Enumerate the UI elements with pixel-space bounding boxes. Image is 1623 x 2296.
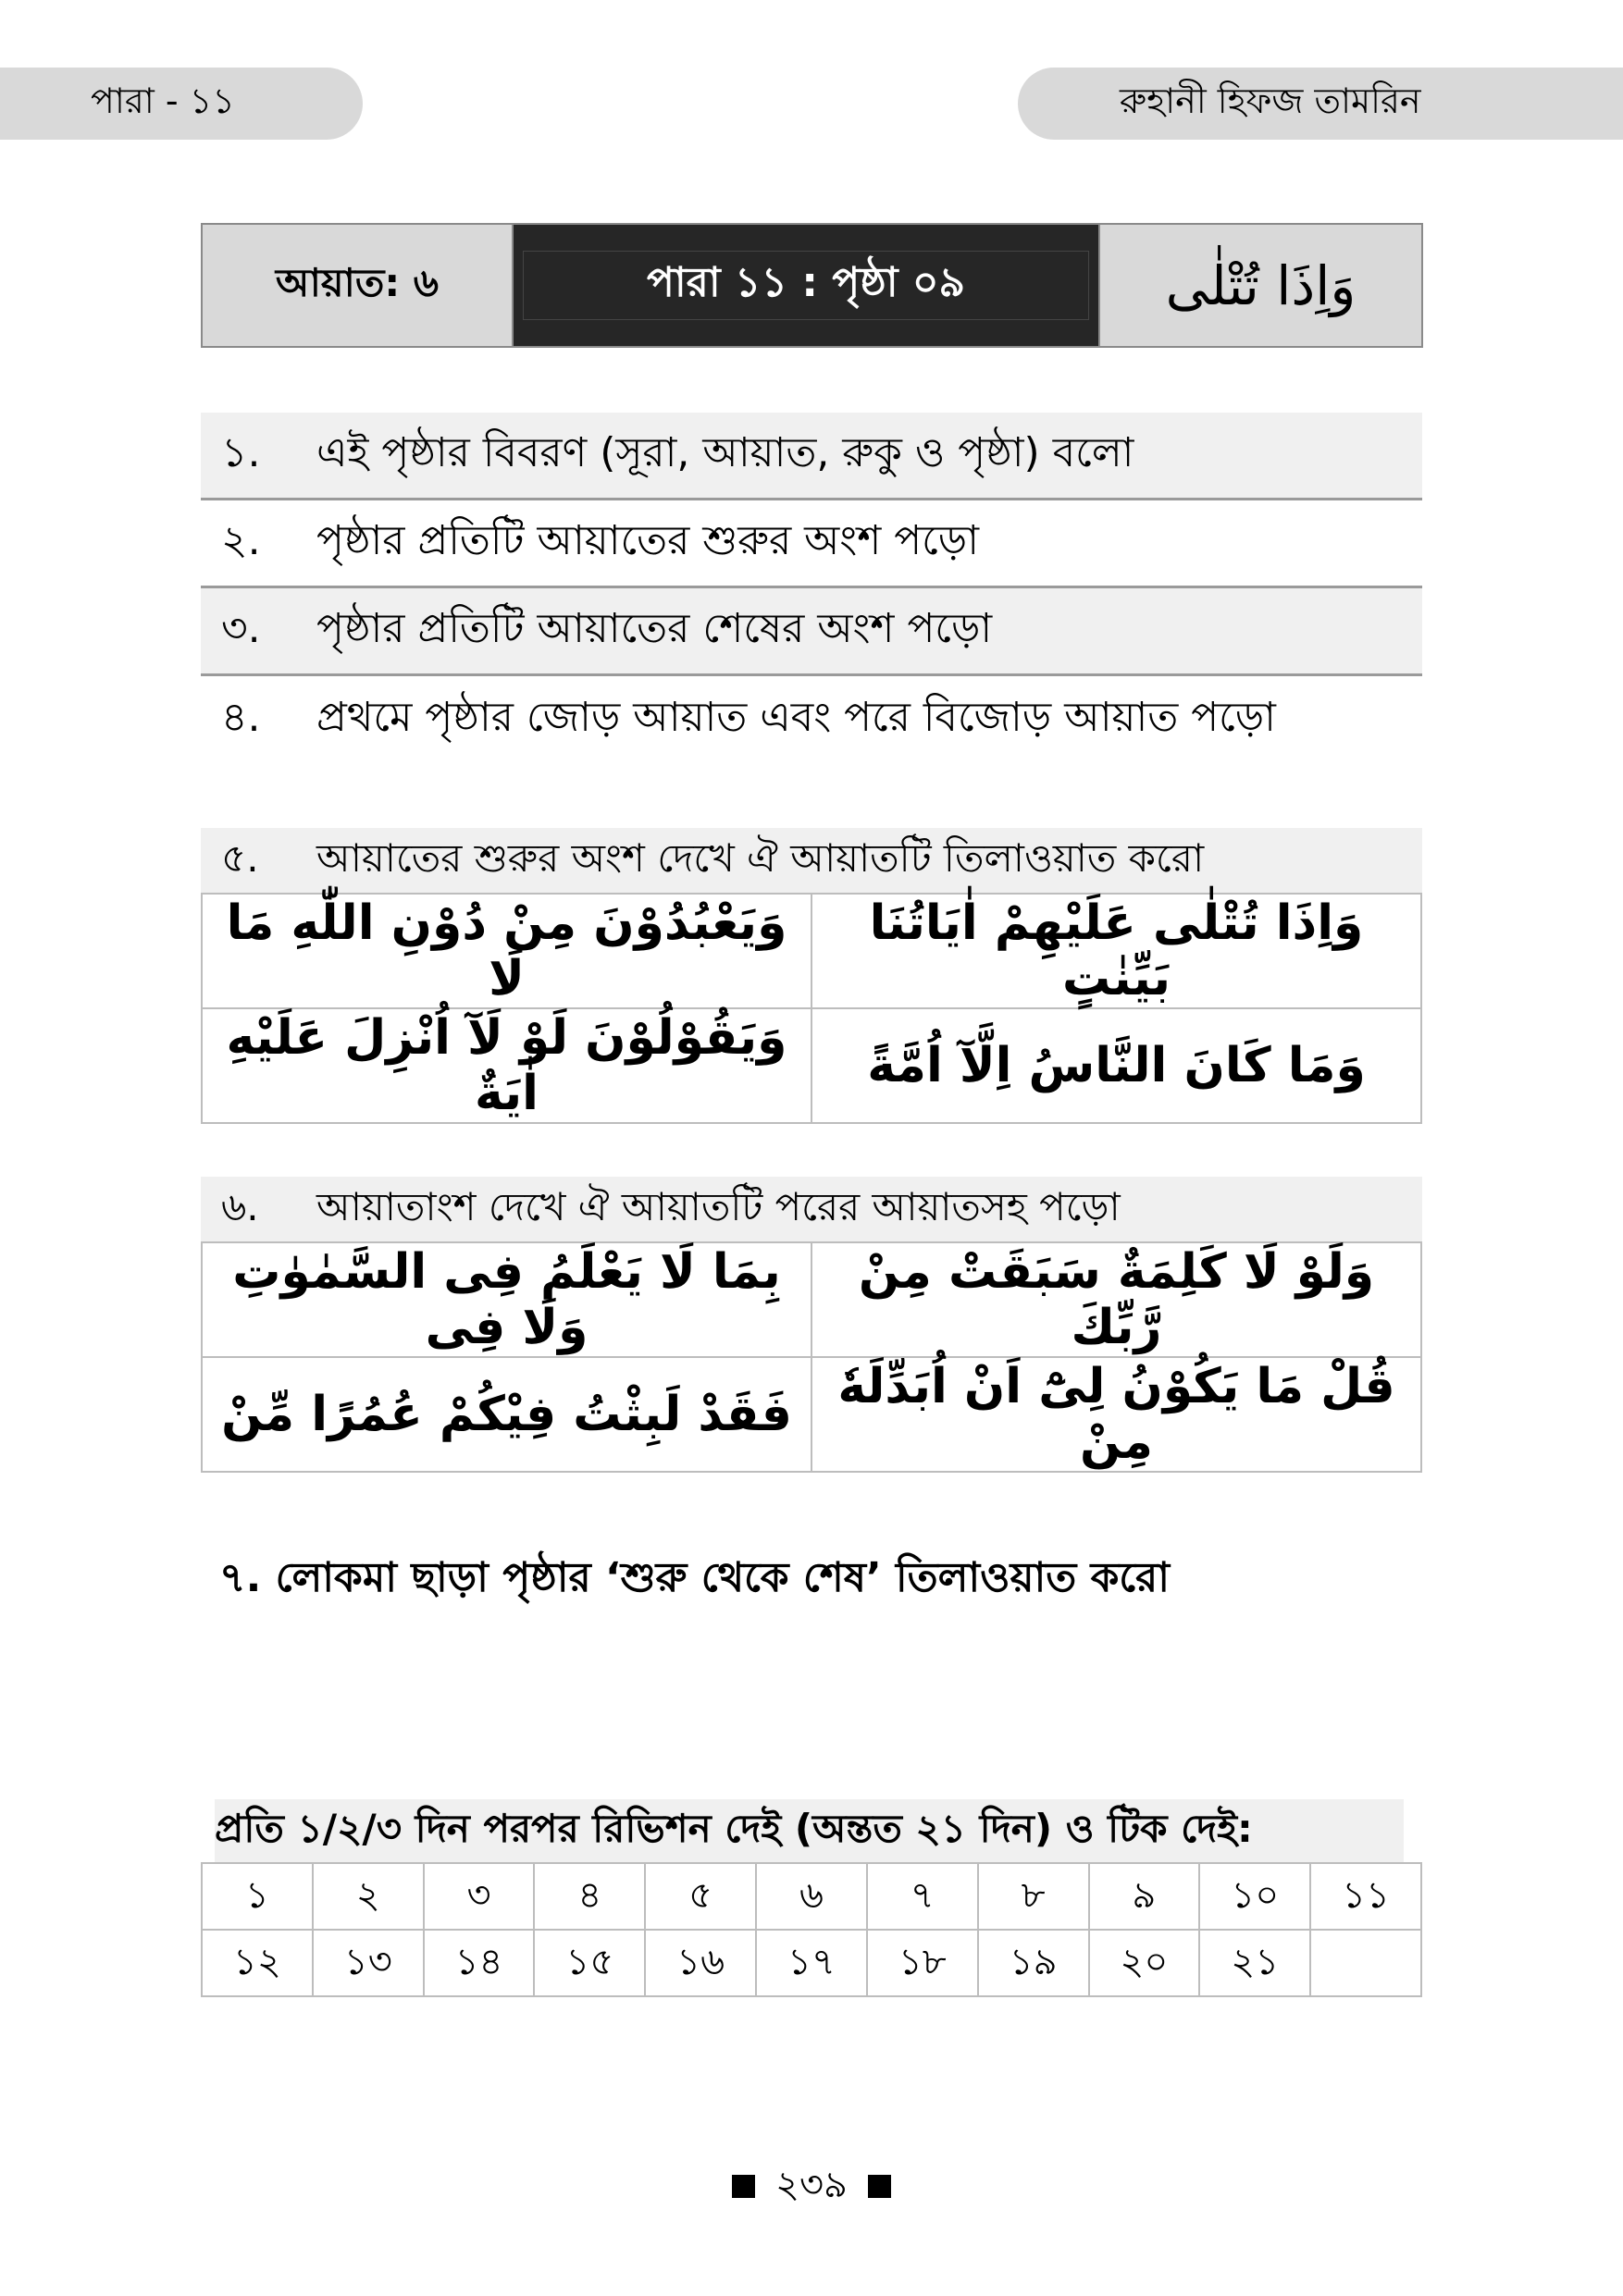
square-bullet-icon	[868, 2175, 891, 2198]
ayah-cell: وَمَا كَانَ النَّاسُ اِلَّآ اُمَّةً	[812, 1008, 1421, 1123]
table-row	[202, 894, 1421, 1008]
table-row	[202, 1863, 1421, 1930]
ayah-cell: وَاِذَا تُتْلٰى عَلَيْهِمْ اٰيَاتُنَا بَيِّنٰتٍ	[812, 894, 1421, 1008]
table-row	[202, 1930, 1421, 1996]
table-row	[202, 1357, 1421, 1472]
table-row	[202, 1008, 1421, 1123]
ayah-cell: قُلْ مَا يَكُوْنُ لِىْٓ اَنْ اُبَدِّلَهٗ مِنْ	[812, 1357, 1421, 1472]
revision-day-cell[interactable]: ১৭	[756, 1930, 867, 1996]
instruction-text: এই পৃষ্ঠার বিবরণ (সূরা, আয়াত, রুকু ও পৃষ্ঠা) বলো	[316, 428, 1134, 476]
section-title: আয়াতের শুরুর অংশ দেখে ঐ আয়াতটি তিলাওয়াত করো	[316, 834, 1205, 881]
instruction-item	[201, 588, 1422, 676]
instruction-text: পৃষ্ঠার প্রতিটি আয়াতের শুরুর অংশ পড়ো	[316, 516, 979, 564]
square-bullet-icon	[732, 2175, 755, 2198]
revision-day-cell[interactable]: ১	[202, 1863, 313, 1930]
revision-day-cell[interactable]	[1310, 1930, 1421, 1996]
revision-tracker	[201, 1799, 1422, 1997]
instruction-text: প্রথমে পৃষ্ঠার জোড় আয়াত এবং পরে বিজোড় আয়াত পড়ো	[316, 694, 1276, 741]
instruction-number: ১.	[221, 428, 261, 476]
revision-day-cell[interactable]: ৪	[534, 1863, 645, 1930]
section-title: আয়াতাংশ দেখে ঐ আয়াতটি পরের আয়াতসহ পড়ো	[316, 1183, 1121, 1229]
para-page-label: পারা ১১ : পৃষ্ঠা ০৯	[514, 225, 1100, 346]
revision-day-cell[interactable]: ১৫	[534, 1930, 645, 1996]
revision-day-cell[interactable]: ১১	[1310, 1863, 1421, 1930]
ayah-cell: وَيَقُوْلُوْنَ لَوْ لَآ اُنْزِلَ عَلَيْهِ اٰيَةٌ	[202, 1008, 812, 1123]
ayah-cell: وَلَوْ لَا كَلِمَةٌ سَبَقَتْ مِنْ رَّبِّكَ	[812, 1242, 1421, 1357]
ayah-cell: فَقَدْ لَبِثْتُ فِيْكُمْ عُمُرًا مِّنْ	[202, 1357, 812, 1472]
header-book-text: রুহানী হিফজ তামরিন	[1120, 80, 1421, 121]
header-para-text: পারা - ১১	[91, 80, 235, 121]
section-5-heading	[201, 828, 1422, 893]
revision-day-cell[interactable]: ৫	[645, 1863, 756, 1930]
page-number: ২৩৯	[775, 2164, 848, 2206]
table-row	[202, 1242, 1421, 1357]
revision-day-cell[interactable]: ১৬	[645, 1930, 756, 1996]
instruction-item	[201, 676, 1422, 764]
revision-day-cell[interactable]: ২	[313, 1863, 424, 1930]
section-5-ayah-table	[201, 893, 1422, 1124]
ayah-cell: بِمَا لَا يَعْلَمُ فِى السَّمٰوٰتِ وَلَا فِى	[202, 1242, 812, 1357]
header-para-label	[0, 68, 363, 140]
revision-day-cell[interactable]: ১৩	[313, 1930, 424, 1996]
title-bar	[201, 223, 1423, 348]
instruction-number: ২.	[221, 516, 261, 564]
section-number: ৫.	[221, 834, 259, 881]
revision-day-cell[interactable]: ১৮	[867, 1930, 978, 1996]
revision-day-cell[interactable]: ১০	[1199, 1863, 1310, 1930]
section-5	[201, 828, 1422, 1124]
page-footer	[0, 2155, 1623, 2217]
revision-title: প্রতি ১/২/৩ দিন পরপর রিভিশন দেই (অন্তত ২১ দিন) ও টিক দেই:	[215, 1799, 1404, 1862]
revision-day-cell[interactable]: ২০	[1089, 1930, 1200, 1996]
instruction-list	[201, 413, 1422, 764]
ayah-cell: وَيَعْبُدُوْنَ مِنْ دُوْنِ اللّٰهِ مَا لَا	[202, 894, 812, 1008]
instruction-number: ৩.	[221, 604, 261, 652]
arabic-title: وَاِذَا تُتْلٰى	[1100, 225, 1421, 346]
revision-day-cell[interactable]: ৮	[978, 1863, 1089, 1930]
revision-day-cell[interactable]: ২১	[1199, 1930, 1310, 1996]
instruction-item	[201, 500, 1422, 588]
section-number: ৬.	[221, 1183, 259, 1229]
revision-day-cell[interactable]: ৬	[756, 1863, 867, 1930]
revision-day-cell[interactable]: ৯	[1089, 1863, 1200, 1930]
section-6	[201, 1177, 1422, 1473]
revision-day-cell[interactable]: ৩	[424, 1863, 535, 1930]
ayat-count: আয়াত: ৬	[203, 225, 514, 346]
revision-day-cell[interactable]: ৭	[867, 1863, 978, 1930]
instruction-item	[201, 413, 1422, 500]
section-6-heading	[201, 1177, 1422, 1241]
step-7-instruction: ৭. লোকমা ছাড়া পৃষ্ঠার ‘শুরু থেকে শেষ’ তিলাওয়াত করো	[219, 1554, 1171, 1601]
revision-checklist-table	[201, 1862, 1422, 1997]
revision-day-cell[interactable]: ১৪	[424, 1930, 535, 1996]
instruction-text: পৃষ্ঠার প্রতিটি আয়াতের শেষের অংশ পড়ো	[316, 604, 993, 652]
revision-day-cell[interactable]: ১২	[202, 1930, 313, 1996]
header-book-title	[1018, 68, 1623, 140]
instruction-number: ৪.	[221, 694, 261, 741]
section-6-ayah-table	[201, 1241, 1422, 1473]
revision-day-cell[interactable]: ১৯	[978, 1930, 1089, 1996]
